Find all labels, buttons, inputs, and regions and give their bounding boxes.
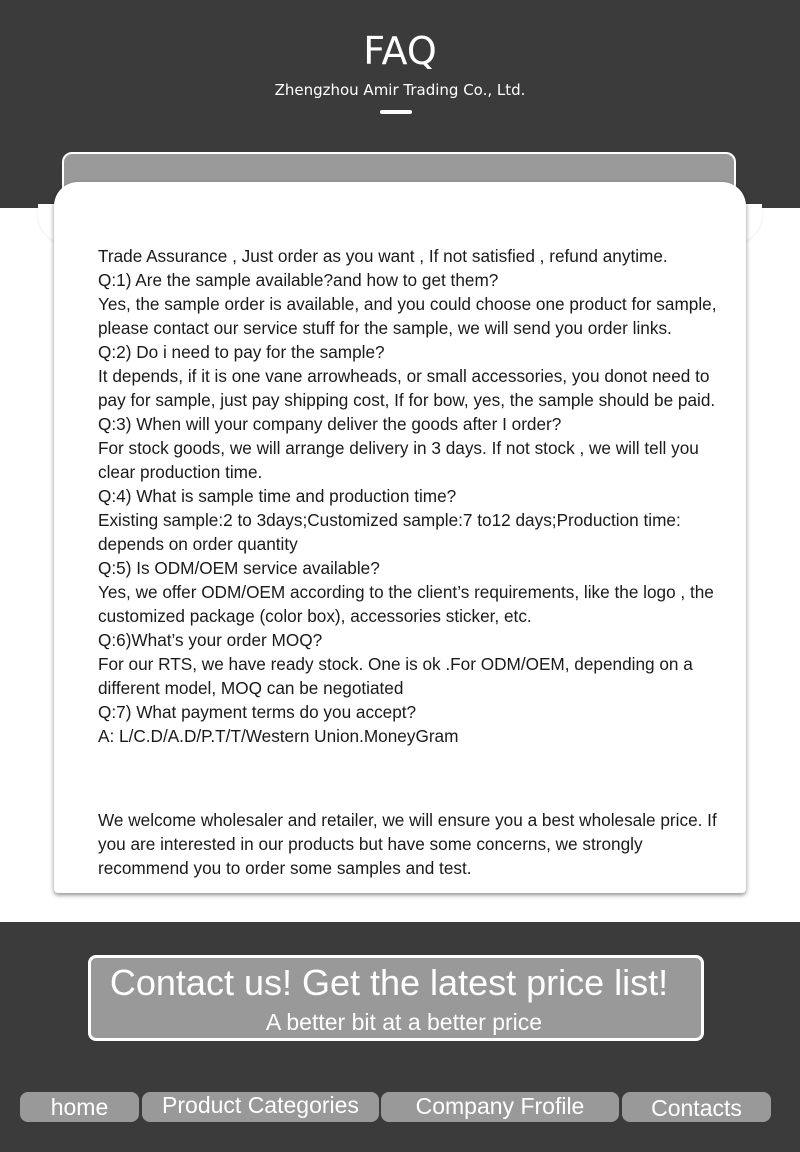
nav-company-profile-button[interactable]: Company Frofile xyxy=(381,1092,619,1122)
faq-question: Q:2) Do i need to pay for the sample? xyxy=(98,342,385,362)
faq-answer: For our RTS, we have ready stock. One is ok .For ODM/OEM, depending on a different model, MOQ can be negotiated xyxy=(98,654,693,698)
faq-question: Q:7) What payment terms do you accept? xyxy=(98,702,417,722)
faq-answer: Existing sample:2 to 3days;Customized sample:7 to12 days;Production time: depends on order quantity xyxy=(98,510,681,554)
company-name: Zhengzhou Amir Trading Co., Ltd. xyxy=(274,81,526,99)
faq-answer: It depends, if it is one vane arrowheads, or small accessories, you donot need to pay for sample, just pay shipping cost, If for bow, yes, the sample should be paid. xyxy=(98,366,716,410)
contact-banner[interactable] xyxy=(88,955,704,1041)
faq-answer: A: L/C.D/A.D/P.T/T/Western Union.MoneyGram xyxy=(98,726,459,746)
page-title: FAQ xyxy=(363,29,437,73)
nav-product-categories-button[interactable]: Product Categories xyxy=(142,1092,379,1122)
contact-subline: A better bit at a better price xyxy=(265,1009,543,1035)
faq-line: Trade Assurance , Just order as you want , If not satisfied , refund anytime. xyxy=(98,246,668,266)
faq-answer: For stock goods, we will arrange delivery in 3 days. If not stock , we will tell you clear production time. xyxy=(98,438,699,482)
faq-list xyxy=(98,244,718,748)
page-footer xyxy=(0,922,800,1152)
contact-headline: Contact us! Get the latest price list! xyxy=(109,962,669,1003)
nav-contacts-button[interactable]: Contacts xyxy=(622,1092,771,1122)
faq-question: Q:5) Is ODM/OEM service available? xyxy=(98,558,380,578)
faq-question: Q:4) What is sample time and production time? xyxy=(98,486,457,506)
bottom-nav xyxy=(0,1092,800,1124)
title-underline xyxy=(380,110,412,114)
faq-answer: Yes, the sample order is available, and you could choose one product for sample, please contact our service stuff for the sample, we will send you order links. xyxy=(98,294,717,338)
faq-question: Q:6)What’s your order MOQ? xyxy=(98,630,323,650)
faq-card xyxy=(54,182,746,893)
faq-question: Q:1) Are the sample available?and how to get them? xyxy=(98,270,499,290)
closing-paragraph: We welcome wholesaler and retailer, we will ensure you a best wholesale price. If you are interested in our products but have some concerns, we strongly recommend you to order some samples and test. xyxy=(98,810,717,878)
nav-home-button[interactable]: home xyxy=(20,1092,139,1122)
faq-answer: Yes, we offer ODM/OEM according to the client’s requirements, like the logo , the customized package (color box), accessories sticker, etc. xyxy=(98,582,714,626)
faq-question: Q:3) When will your company deliver the goods after I order? xyxy=(98,414,562,434)
